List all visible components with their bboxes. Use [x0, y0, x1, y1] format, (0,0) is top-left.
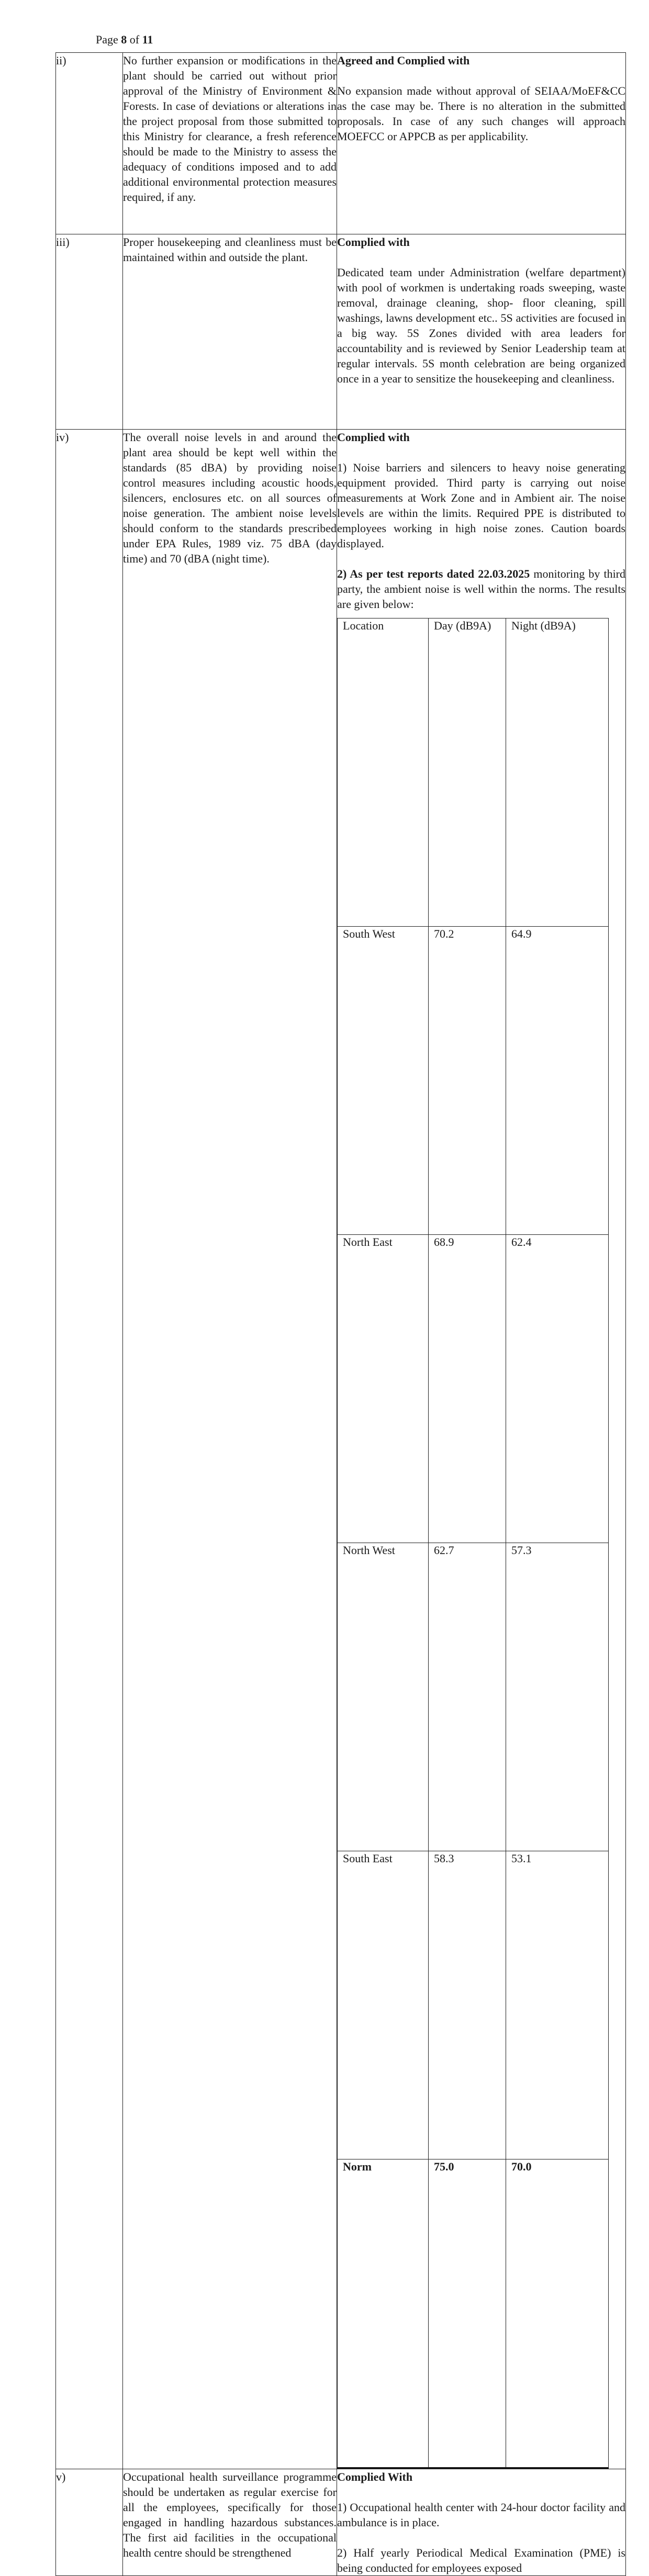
day-cell: 70.2: [429, 927, 506, 1235]
night-cell: 64.9: [506, 927, 609, 1235]
norm-label: Norm: [338, 2159, 429, 2468]
compliance-text-2: [337, 566, 625, 612]
compliance-cell: [337, 2469, 626, 2576]
night-cell: 53.1: [506, 1851, 609, 2159]
page-prefix: Page: [96, 33, 118, 46]
compliance-heading: Complied with: [337, 431, 410, 444]
noise-row: [338, 1543, 609, 1851]
day-cell: 58.3: [429, 1851, 506, 2159]
noise-row: [338, 1235, 609, 1543]
compliance-heading: Complied With: [337, 2470, 413, 2483]
noise-row: [338, 927, 609, 1235]
condition-text: Proper housekeeping and cleanliness must be maintained within and outside the plant.: [123, 234, 337, 430]
compliance-heading: Complied with: [337, 235, 410, 249]
page-current: 8: [121, 33, 127, 46]
condition-text: The overall noise levels in and around the plant area should be kept well within the standards (85 dBA) by providing noise control measures including acoustic hoods, silencers, enclosures etc. on all sources of noise generation. The ambient noise levels should conform to the standards prescribed under EPA Rules, 1989 viz. 75 dBA (day time) and 70 (dBA (night time).: [123, 430, 337, 2469]
noise-norm-row: [338, 2159, 609, 2468]
test-report-rest: monitoring by third party, the ambient noise is well within the norms. The results are given below:: [337, 567, 626, 611]
table-row: [56, 234, 626, 430]
day-cell: 68.9: [429, 1235, 506, 1543]
condition-text: No further expansion or modifications in the plant should be carried out without prior approval of the Ministry of Environment & Forests. In case of deviations or alterations in the project proposal from those submitted to this Ministry for clearance, a fresh reference should be made to the Ministry to assess the adequacy of conditions imposed and to add additional environmental protection measures required, if any.: [123, 53, 337, 234]
row-number: iv): [56, 430, 123, 2469]
row-number: iii): [56, 234, 123, 430]
norm-night: 70.0: [506, 2159, 609, 2468]
test-report-lead: 2) As per test reports dated 22.03.2025: [337, 567, 530, 580]
location-cell: South East: [338, 1851, 429, 2159]
location-cell: North West: [338, 1543, 429, 1851]
noise-row: [338, 1851, 609, 2159]
night-cell: 57.3: [506, 1543, 609, 1851]
noise-header-row: [338, 618, 609, 927]
compliance-text: Dedicated team under Administration (welfare department) with pool of workmen is undertaking roads sweeping, waste removal, drainage cleaning, shop- floor cleaning, spill washings, lawns development etc.. 5S activities are focused in a big way. 5S Zones divided with area leaders for accountability and is reviewed by Senior Leadership team at regular intervals. 5S month celebration are being organized once in a year to sensitize the housekeeping and cleanliness.: [337, 266, 625, 385]
day-cell: 62.7: [429, 1543, 506, 1851]
col-header-night: Night (dB9A): [506, 618, 609, 927]
night-cell: 62.4: [506, 1235, 609, 1543]
compliance-table: [55, 52, 626, 2576]
compliance-cell: [337, 234, 626, 430]
page-number: [96, 33, 153, 47]
table-row: [56, 430, 626, 2469]
compliance-text-2: 2) Half yearly Periodical Medical Examination (PME) is being conducted for employees exposed: [337, 2546, 625, 2574]
table-row: [56, 53, 626, 234]
page-of: of: [129, 33, 140, 46]
condition-text: Occupational health surveillance programme should be undertaken as regular exercise for all the employees, specifically for those engaged in handling hazardous substances. The first aid facilities in the occupational health centre should be strengthened: [123, 2469, 337, 2576]
location-cell: South West: [338, 927, 429, 1235]
compliance-cell: [337, 53, 626, 234]
compliance-heading: Agreed and Complied with: [337, 54, 470, 67]
noise-results-table: [337, 618, 609, 2469]
row-number: v): [56, 2469, 123, 2576]
compliance-text: No expansion made without approval of SEIAA/MoEF&CC as the case may be. There is no alteration in the submitted proposals. In case of any such changes will approach MOEFCC or APPCB as per applicability.: [337, 84, 625, 143]
compliance-cell: [337, 430, 626, 2469]
compliance-text: 1) Occupational health center with 24-hour doctor facility and ambulance is in place.: [337, 2501, 625, 2529]
compliance-text: 1) Noise barriers and silencers to heavy noise generating equipment provided. Third party is carrying out noise measurements at Work Zone and in Ambient air. The noise levels are within the limits. Required PPE is distributed to employees working in high noise zones. Caution boards displayed.: [337, 461, 625, 550]
row-number: ii): [56, 53, 123, 234]
norm-day: 75.0: [429, 2159, 506, 2468]
table-row: [56, 2469, 626, 2576]
col-header-day: Day (dB9A): [429, 618, 506, 927]
page-total: 11: [142, 33, 153, 46]
location-cell: North East: [338, 1235, 429, 1543]
col-header-location: Location: [338, 618, 429, 927]
